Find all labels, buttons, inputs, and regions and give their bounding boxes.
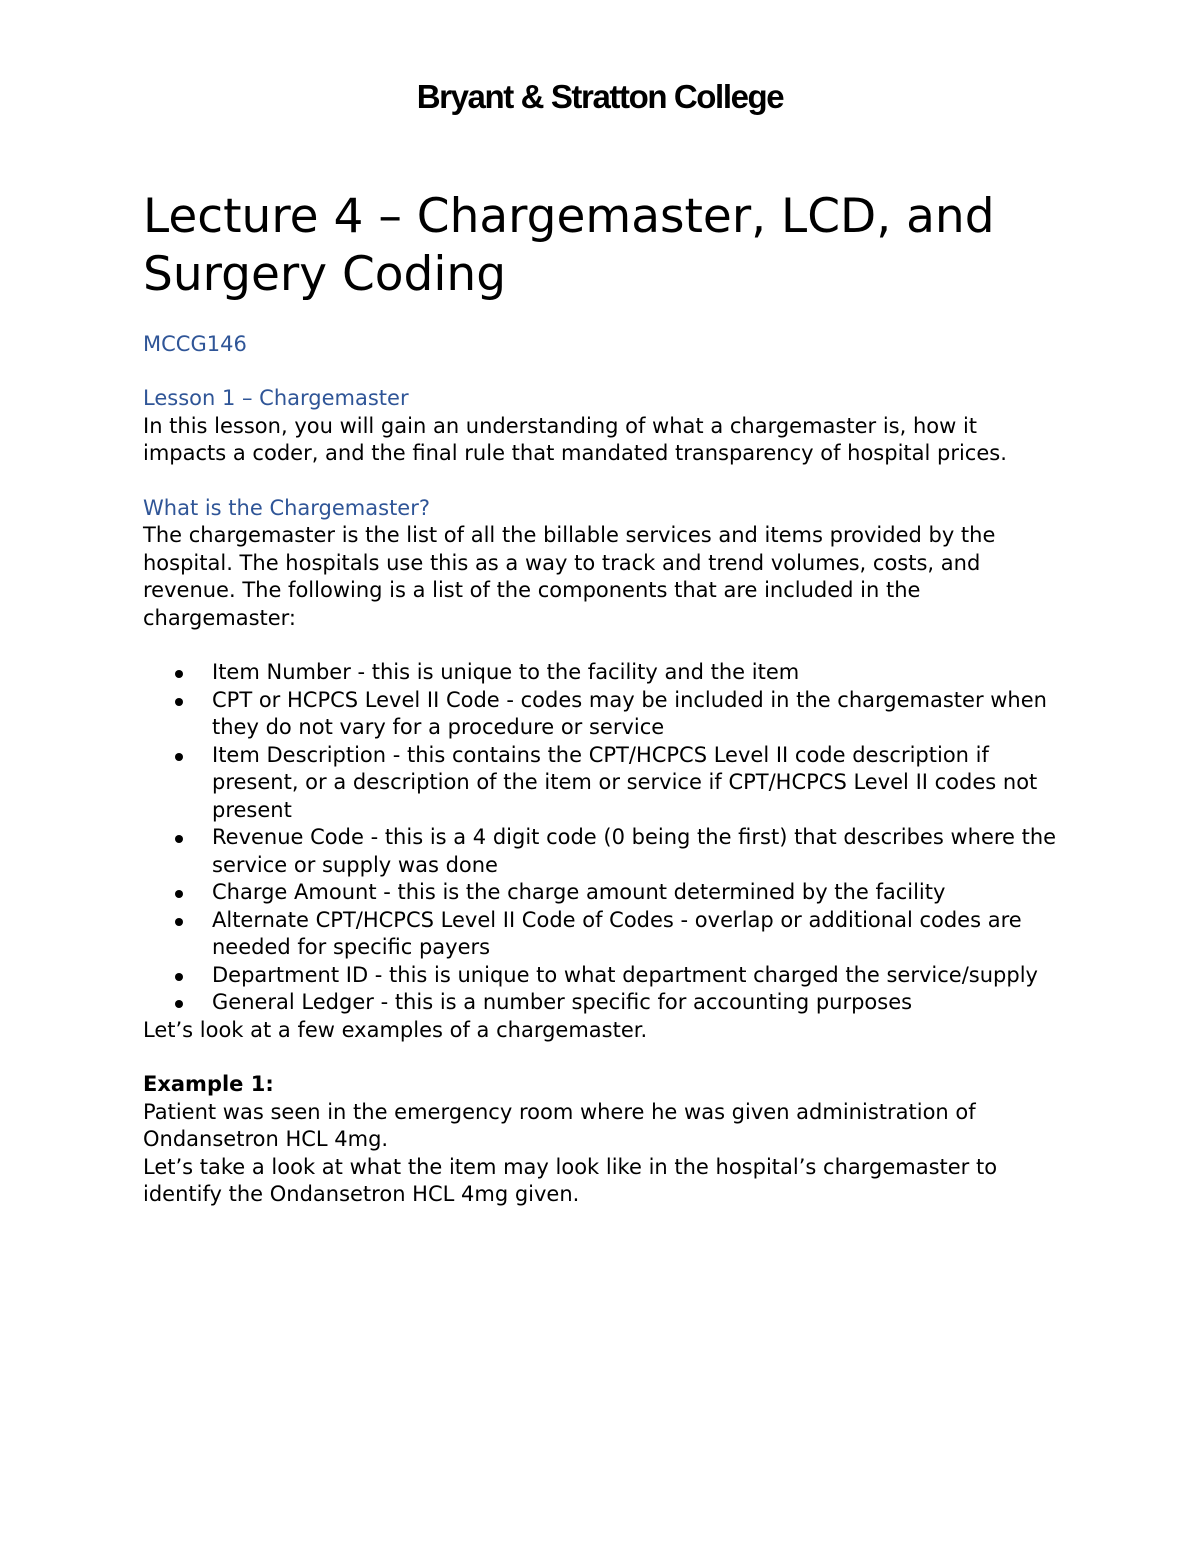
bullet-icon — [175, 835, 183, 843]
section-heading: What is the Chargemaster? — [143, 495, 430, 520]
course-code: MCCG146 — [143, 332, 247, 356]
components-list — [143, 659, 1063, 1017]
list-item — [212, 962, 1063, 990]
document-body — [143, 188, 1063, 1209]
college-logo: Bryant & Stratton College — [416, 78, 784, 115]
lesson-intro: In this lesson, you will gain an understanding of what a chargemaster is, how it impacts a coder, and the final rule that mandated transparency of hospital prices. — [143, 413, 1007, 465]
bullet-icon — [175, 973, 183, 981]
list-item-text: General Ledger - this is a number specific for accounting purposes — [212, 990, 913, 1014]
list-item — [212, 824, 1063, 879]
list-item-text: Item Description - this contains the CPT/HCPCS Level II code description if present, or a description of the item or service if CPT/HCPCS Level II codes not present — [212, 742, 1038, 822]
page-title: Lecture 4 – Chargemaster, LCD, and Surgery Coding — [143, 189, 995, 302]
list-item-text: Revenue Code - this is a 4 digit code (0 being the first) that describes where the service or supply was done — [212, 825, 1057, 877]
bullet-icon — [175, 1000, 183, 1008]
section-paragraph: The chargemaster is the list of all the billable services and items provided by the hospital. The hospitals use this as a way to track and trend volumes, costs, and revenue. The following is a list of the components that are included in the chargemaster: — [143, 523, 996, 630]
list-item-text: Alternate CPT/HCPCS Level II Code of Codes - overlap or additional codes are needed for specific payers — [212, 907, 1022, 959]
list-item — [212, 879, 1063, 907]
lesson-heading: Lesson 1 – Chargemaster — [143, 386, 409, 410]
example-label: Example 1: — [143, 1072, 274, 1096]
bullet-icon — [175, 698, 183, 706]
bullet-icon — [175, 918, 183, 926]
list-item — [212, 907, 1063, 962]
list-item-text: CPT or HCPCS Level II Code - codes may be included in the chargemaster when they do not vary for a procedure or service — [212, 687, 1047, 739]
list-item — [212, 659, 1063, 687]
list-item — [212, 989, 1063, 1017]
list-item-text: Item Number - this is unique to the facility and the item — [212, 660, 800, 684]
bullet-icon — [175, 670, 183, 678]
bullet-icon — [175, 753, 183, 761]
list-item — [212, 687, 1063, 742]
example-text: Patient was seen in the emergency room where he was given administration of Ondansetron HCL 4mg. — [143, 1099, 976, 1151]
examples-intro: Let’s look at a few examples of a chargemaster. — [143, 1017, 648, 1042]
list-item-text: Department ID - this is unique to what department charged the service/supply — [212, 962, 1038, 987]
list-item-text: Charge Amount - this is the charge amount determined by the facility — [212, 880, 946, 904]
example-followup: Let’s take a look at what the item may look like in the hospital’s chargemaster to identify the Ondansetron HCL 4mg given. — [143, 1154, 998, 1206]
list-item — [212, 742, 1063, 825]
bullet-icon — [175, 890, 183, 898]
